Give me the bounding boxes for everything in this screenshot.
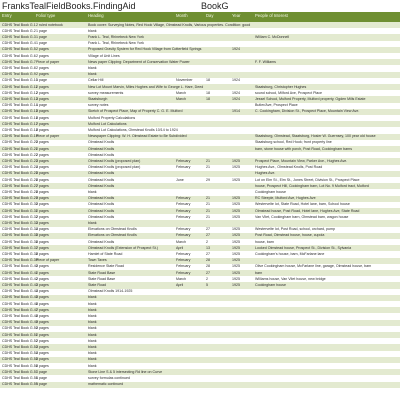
cell-heading: blank bbox=[88, 332, 97, 337]
cell-entry: CDHS Teal Book G.12 bbox=[2, 90, 38, 95]
cell-folio-type: 1 page bbox=[36, 41, 47, 46]
cell-people: Lot on Elm St., Elm St., Jones Street, Division St., Prospect Place bbox=[255, 177, 360, 182]
cell-entry: CDHS Teal Book G.16 bbox=[2, 115, 38, 120]
cell-heading: blank bbox=[88, 313, 97, 318]
cell-folio-type: 2 pages bbox=[36, 146, 49, 151]
cell-entry: CDHS Teal Book G.18 bbox=[2, 127, 38, 132]
cell-month: February bbox=[176, 158, 191, 163]
cell-heading: Olmstead Knolls bbox=[88, 202, 115, 207]
cell-heading: Olmstead Knolls 1914-1925 bbox=[88, 289, 133, 294]
cell-folio-type: 1 page bbox=[36, 375, 47, 380]
cell-heading: blank bbox=[88, 220, 97, 225]
cell-folio-type: 2 pages bbox=[36, 320, 49, 325]
cell-day: 21 bbox=[206, 202, 210, 207]
cell-folio-type: 2 pages bbox=[36, 227, 49, 232]
cell-folio-type: 2 pages bbox=[36, 177, 49, 182]
finding-aid-table bbox=[0, 12, 400, 400]
cell-day: 18 bbox=[206, 90, 210, 95]
cell-folio-type: 1 page bbox=[36, 103, 47, 108]
cell-folio-type: 2 pages bbox=[36, 47, 49, 52]
header-entry: Entry bbox=[2, 13, 12, 18]
cell-people: barn bbox=[255, 270, 263, 275]
cell-month: June bbox=[176, 177, 184, 182]
cell-entry: CDHS Teal Book G.29 bbox=[2, 196, 38, 201]
cell-folio-type: 2 pages bbox=[36, 332, 49, 337]
cell-people: house, Prospect Hill, Cookingham barn, Lot No. 9 Mulford tract, Mulford bbox=[255, 183, 369, 188]
cell-month: February bbox=[176, 227, 191, 232]
cell-month: February bbox=[176, 264, 191, 269]
cell-heading: Elevations on Olmstead Knolls bbox=[88, 227, 137, 232]
cell-folio-type: 2 pages bbox=[36, 282, 49, 287]
cell-heading: blank bbox=[88, 307, 97, 312]
cell-day: 21 bbox=[206, 158, 210, 163]
cell-people: Jessel School, Mulford Property, Mulford property, Ogden Mills Estate bbox=[255, 96, 366, 101]
header-year: Year bbox=[232, 13, 241, 18]
cell-year: 1925 bbox=[232, 158, 240, 163]
cell-year: 1924 bbox=[232, 47, 240, 52]
cell-heading: Mulford Lot Calculations, Olmstead Knolls 10/14 to 1924 bbox=[88, 127, 178, 132]
cell-heading: Town Taxes bbox=[88, 258, 107, 263]
cell-folio-type: 2 pages bbox=[36, 196, 49, 201]
cell-year: 1925 bbox=[232, 258, 240, 263]
cell-folio-type: 2 pages bbox=[36, 158, 49, 163]
cell-people: sound school, Milford Ave, Prospect Place bbox=[255, 90, 323, 95]
header-people: People of Interest bbox=[255, 13, 288, 18]
cell-entry: CDHS Teal Book G.1 bbox=[2, 22, 36, 27]
cell-people: Williams house, Van Vliet house, new bridge bbox=[255, 276, 326, 281]
cell-people: C. Cookingham, Division St., Prospect Place, Mountain View Ave. bbox=[255, 109, 360, 114]
document-title: FranksTealFieldBooks.FindingAid bbox=[2, 1, 136, 11]
cell-people: Westervelte lot, Post Road, school, orchard, pump bbox=[255, 227, 336, 232]
cell-entry: CDHS Teal Book G.20 bbox=[2, 140, 38, 145]
cell-heading: blank bbox=[88, 320, 97, 325]
cell-people: Looked Olmstead house, Prospect St., Division St., Sylvania bbox=[255, 245, 352, 250]
cell-entry: CDHS Teal Book G.9 bbox=[2, 72, 36, 77]
cell-entry: CDHS Teal Book G.44 bbox=[2, 289, 38, 294]
cell-entry: CDHS Teal Book G.19 bbox=[2, 134, 38, 139]
header-folio-type: Folio/ type bbox=[36, 13, 56, 18]
cell-people: Olmstead house, Post Road, Hotel lane, Hughes Ave, State Road bbox=[255, 208, 360, 213]
cell-people: Staatsburg, Olmstead, Staatsburg, Hosier W. Guernsey, 100 year old house bbox=[255, 134, 376, 139]
cell-year: 1925 bbox=[232, 264, 240, 269]
cell-folio-type: 2 pages bbox=[36, 121, 49, 126]
cell-year: 1924 bbox=[232, 78, 240, 83]
cell-folio-type: 2 pages bbox=[36, 189, 49, 194]
cell-heading: blank bbox=[88, 65, 97, 70]
cell-entry: CDHS Teal Book G.3 bbox=[2, 34, 36, 39]
cell-entry: CDHS Teal Book G.15 bbox=[2, 109, 38, 114]
cell-entry: CDHS Teal Book G.8 bbox=[2, 65, 36, 70]
cell-people: Staatsburg school, Red Hook; front property line bbox=[255, 140, 332, 145]
table-row bbox=[0, 382, 400, 388]
cell-entry: CDHS Teal Book G.49 bbox=[2, 320, 38, 325]
cell-month: February bbox=[176, 233, 191, 238]
cell-entry: CDHS Teal Book G.14 bbox=[2, 103, 38, 108]
cell-folio-type: 2 pages bbox=[36, 301, 49, 306]
cell-heading: mathematic continued bbox=[88, 382, 124, 387]
cell-entry: CDHS Teal Book G.36 bbox=[2, 239, 38, 244]
cell-heading: blank bbox=[88, 338, 97, 343]
cell-folio-type: 1 page bbox=[36, 28, 47, 33]
cell-entry: CDHS Teal Book G.39 bbox=[2, 258, 38, 263]
cell-year: 1925 bbox=[232, 208, 240, 213]
cell-folio-type: 2 pages bbox=[36, 65, 49, 70]
cell-heading: Mulford Lot Calculations bbox=[88, 121, 127, 126]
cell-month: March bbox=[176, 276, 186, 281]
cell-day: 21 bbox=[206, 196, 210, 201]
cell-heading: Cellar Hill bbox=[88, 78, 104, 83]
cell-heading: Olmstead Knolls bbox=[88, 214, 115, 219]
cell-folio-type: 2 pages bbox=[36, 245, 49, 250]
cell-folio-type: Piece of paper bbox=[36, 59, 60, 64]
cell-folio-type: Piece of paper bbox=[36, 258, 60, 263]
cell-folio-type: 2 pages bbox=[36, 344, 49, 349]
cell-heading: New Lot Mount Marvin, Miles Hughes and Wife to George L. Hare, Deed bbox=[88, 84, 204, 89]
cell-day: 21 bbox=[206, 165, 210, 170]
cell-year: 1925 bbox=[232, 282, 240, 287]
cell-year: 1925 bbox=[232, 233, 240, 238]
cell-month: February bbox=[176, 214, 191, 219]
cell-people: barn, stone house with porch, Post Road, Cookingham barns bbox=[255, 146, 353, 151]
cell-folio-type: 2 pages bbox=[36, 152, 49, 157]
cell-folio-type: Piece of paper bbox=[36, 134, 60, 139]
cell-heading: State Road Base bbox=[88, 270, 116, 275]
cell-heading: Book cover: Surveying Notes, Red Hook Village, Olmstead Knolls, Various properties. Condition: good bbox=[88, 22, 251, 27]
cell-entry: CDHS Teal Book G.55 bbox=[2, 357, 38, 362]
cell-entry: CDHS Teal Book G.6 bbox=[2, 53, 36, 58]
cell-month: April bbox=[176, 245, 184, 250]
cell-heading: survey formulas continued bbox=[88, 375, 130, 380]
cell-heading: State Road Base bbox=[88, 276, 116, 281]
cell-day: 21 bbox=[206, 208, 210, 213]
cell-entry: CDHS Teal Book G.5 bbox=[2, 47, 36, 52]
cell-entry: CDHS Teal Book G.26 bbox=[2, 177, 38, 182]
cell-entry: CDHS Teal Book G.21 bbox=[2, 146, 38, 151]
cell-day: 28 bbox=[206, 264, 210, 269]
cell-day: 27 bbox=[206, 233, 210, 238]
cell-heading: blank bbox=[88, 344, 97, 349]
cell-folio-type: 2 pages bbox=[36, 326, 49, 331]
cell-month: November bbox=[176, 78, 193, 83]
cell-day: 21 bbox=[206, 214, 210, 219]
cell-year: 1925 bbox=[232, 276, 240, 281]
cell-folio-type: 2 pages bbox=[36, 276, 49, 281]
cell-heading: Olmstead Knolls bbox=[88, 171, 115, 176]
cell-heading: blank bbox=[88, 363, 97, 368]
cell-entry: CDHS Teal Book G.52 bbox=[2, 338, 38, 343]
cell-folio-type: 2 pages bbox=[36, 115, 49, 120]
header-heading: Heading bbox=[88, 13, 104, 18]
cell-entry: CDHS Teal Book G.54 bbox=[2, 351, 38, 356]
cell-heading: blank bbox=[88, 326, 97, 331]
cell-day: 27 bbox=[206, 227, 210, 232]
cell-entry: CDHS Teal Book G.43 bbox=[2, 282, 38, 287]
cell-folio-type: 2 pages bbox=[36, 313, 49, 318]
cell-folio-type: 2 pages bbox=[36, 264, 49, 269]
cell-folio-type: 2 pages bbox=[36, 214, 49, 219]
cell-folio-type: 2 pages bbox=[36, 171, 49, 176]
cell-day: 18 bbox=[206, 96, 210, 101]
cell-entry: CDHS Teal Book G.40 bbox=[2, 264, 38, 269]
cell-folio-type: 2 pages bbox=[36, 208, 49, 213]
cell-entry: CDHS Teal Book G.45 bbox=[2, 295, 38, 300]
cell-people: Westervelte lot, State Road, Hotel lane, barn, School house bbox=[255, 202, 350, 207]
cell-people: Butler/Ave, Prospect Place bbox=[255, 103, 298, 108]
cell-folio-type: 2 pages bbox=[36, 72, 49, 77]
cell-entry: CDHS Teal Book G.46 bbox=[2, 301, 38, 306]
cell-heading: Olmstead Knolls (proposed plan) bbox=[88, 165, 141, 170]
cell-entry: CDHS Teal Book G.25 bbox=[2, 171, 38, 176]
cell-heading: Olmstead Knolls bbox=[88, 239, 115, 244]
cell-heading: Hamlet of State Road bbox=[88, 251, 123, 256]
cell-day: 18 bbox=[206, 78, 210, 83]
cell-heading: Elevations on Olmstead Knolls bbox=[88, 233, 137, 238]
cell-folio-type: 2 pages bbox=[36, 140, 49, 145]
cell-folio-type: 2 pages bbox=[36, 351, 49, 356]
cell-year: 1925 bbox=[232, 251, 240, 256]
cell-folio-type: 2 pages bbox=[36, 357, 49, 362]
cell-heading: State Road bbox=[88, 282, 106, 287]
cell-heading: Olmstead Knolls (proposed plan) bbox=[88, 158, 141, 163]
cell-folio-type: 2 pages bbox=[36, 96, 49, 101]
cell-people: Hughes Ave., Olmstead Knolls, Post Road bbox=[255, 165, 323, 170]
cell-heading: Residence State Road bbox=[88, 264, 124, 269]
cell-heading: Olmstead Knolls bbox=[88, 140, 115, 145]
cell-day: 29 bbox=[206, 177, 210, 182]
cell-folio-type: 2 pages bbox=[36, 289, 49, 294]
cell-people: Cookingham house bbox=[255, 189, 286, 194]
cell-people: Cookingham's house, barn, McFarlane lane bbox=[255, 251, 325, 256]
cell-year: 1925 bbox=[232, 227, 240, 232]
cell-heading: blank bbox=[88, 28, 97, 33]
cell-folio-type: 2 pages bbox=[36, 270, 49, 275]
cell-folio-type: 2 pages bbox=[36, 165, 49, 170]
cell-entry: CDHS Teal Book G.28 bbox=[2, 189, 38, 194]
cell-entry: CDHS Teal Book G.17 bbox=[2, 121, 38, 126]
cell-entry: CDHS Teal Book G.33 bbox=[2, 220, 38, 225]
cell-folio-type: 2 pages bbox=[36, 233, 49, 238]
cell-entry: CDHS Teal Book G.24 bbox=[2, 165, 38, 170]
cell-heading: Olmstead Knolls bbox=[88, 152, 115, 157]
cell-year: 1925 bbox=[232, 239, 240, 244]
cell-entry: CDHS Teal Book G.41 bbox=[2, 270, 38, 275]
cell-heading: Village of Unit Lines bbox=[88, 53, 120, 58]
cell-people: Olive Cookingham house, McFarlane line, garage, Olmstead house, barn bbox=[255, 264, 372, 269]
cell-day: 2 bbox=[206, 276, 208, 281]
cell-year: 1925 bbox=[232, 270, 240, 275]
cell-folio-type: 1 page bbox=[36, 34, 47, 39]
cell-entry: CDHS Teal Book G.57 bbox=[2, 369, 38, 374]
cell-entry: CDHS Teal Book G.7 bbox=[2, 59, 36, 64]
cell-folio-type: 2 pages bbox=[36, 90, 49, 95]
cell-heading: Staatsburgh bbox=[88, 96, 108, 101]
table-header-row bbox=[0, 12, 400, 22]
cell-folio-type: 2 pages bbox=[36, 295, 49, 300]
cell-entry: CDHS Teal Book G.4 bbox=[2, 41, 36, 46]
cell-folio-type: 2 pages bbox=[36, 84, 49, 89]
cell-year: 1925 bbox=[232, 202, 240, 207]
cell-heading: Olmstead Knolls (Extension of Prospect St.) bbox=[88, 245, 158, 250]
cell-month: February bbox=[176, 270, 191, 275]
cell-folio-type: 2 pages bbox=[36, 183, 49, 188]
cell-heading: Olmstead Knolls bbox=[88, 183, 115, 188]
cell-day: 28 bbox=[206, 258, 210, 263]
cell-heading: Frank L. Teal, Rhinebeck New York bbox=[88, 41, 144, 46]
cell-people: Prospect Place, Mountain View, Parker Ave., Hughes Ave. bbox=[255, 158, 348, 163]
cell-heading: Olmstead Knolls bbox=[88, 208, 115, 213]
cell-entry: CDHS Teal Book G.58 bbox=[2, 375, 38, 380]
cell-folio-type: 2 ruled notebook bbox=[36, 22, 63, 27]
book-label: BookG bbox=[201, 1, 229, 11]
cell-heading: News paper Clipping: Department of Conservation Water Power bbox=[88, 59, 190, 64]
cell-heading: blank bbox=[88, 357, 97, 362]
cell-month: February bbox=[176, 165, 191, 170]
cell-entry: CDHS Teal Book G.47 bbox=[2, 307, 38, 312]
cell-folio-type: 2 pages bbox=[36, 127, 49, 132]
title-bar bbox=[0, 0, 400, 12]
cell-entry: CDHS Teal Book G.13 bbox=[2, 96, 38, 101]
cell-folio-type: 2 pages bbox=[36, 220, 49, 225]
cell-folio-type: 2 pages bbox=[36, 251, 49, 256]
cell-heading: Frank L. Teal, Rhinebeck New York bbox=[88, 34, 144, 39]
cell-heading: Olmstead Knolls bbox=[88, 146, 115, 151]
cell-heading: Proposed Gravity System for Red Hook Village from Cotterfield Springs bbox=[88, 47, 202, 52]
cell-entry: CDHS Teal Book G.32 bbox=[2, 214, 38, 219]
cell-entry: CDHS Teal Book G.59 bbox=[2, 382, 38, 387]
cell-entry: CDHS Teal Book G.48 bbox=[2, 313, 38, 318]
cell-people: Post Road, Olmstead house, house, cupola bbox=[255, 233, 325, 238]
cell-heading: Mulford Property Calculations bbox=[88, 115, 136, 120]
cell-entry: CDHS Teal Book G.35 bbox=[2, 233, 38, 238]
cell-heading: Olmstead Knolls bbox=[88, 177, 115, 182]
cell-entry: CDHS Teal Book G.56 bbox=[2, 363, 38, 368]
cell-year: 1925 bbox=[232, 196, 240, 201]
cell-month: February bbox=[176, 251, 191, 256]
cell-month: February bbox=[176, 202, 191, 207]
cell-people: Hughes Ave. bbox=[255, 171, 276, 176]
cell-folio-type: 2 pages bbox=[36, 202, 49, 207]
header-month: Month bbox=[176, 13, 188, 18]
cell-month: March bbox=[176, 90, 186, 95]
cell-entry: CDHS Teal Book G.50 bbox=[2, 326, 38, 331]
cell-entry: CDHS Teal Book G.27 bbox=[2, 183, 38, 188]
cell-month: February bbox=[176, 196, 191, 201]
cell-people: house, barn bbox=[255, 239, 274, 244]
cell-month: April bbox=[176, 282, 184, 287]
cell-people: RC Steeple, Mulford Ave, Hughes Ave bbox=[255, 196, 316, 201]
cell-entry: CDHS Teal Book G.34 bbox=[2, 227, 38, 232]
cell-entry: CDHS Teal Book G.42 bbox=[2, 276, 38, 281]
cell-entry: CDHS Teal Book G.10 bbox=[2, 78, 38, 83]
cell-heading: blank bbox=[88, 301, 97, 306]
cell-heading: Olmstead Knolls bbox=[88, 196, 115, 201]
cell-year: 1925 bbox=[232, 177, 240, 182]
cell-entry: CDHS Teal Book G.22 bbox=[2, 152, 38, 157]
cell-folio-type: 2 pages bbox=[36, 53, 49, 58]
cell-year: 1914 bbox=[232, 109, 240, 114]
cell-people: F. F. Williams bbox=[255, 59, 276, 64]
cell-month: March bbox=[176, 239, 186, 244]
cell-folio-type: 1 page bbox=[36, 369, 47, 374]
cell-year: 1924 bbox=[232, 96, 240, 101]
cell-entry: CDHS Teal Book G.53 bbox=[2, 344, 38, 349]
cell-month: March bbox=[176, 96, 186, 101]
cell-entry: CDHS Teal Book G.51 bbox=[2, 332, 38, 337]
cell-heading: Stone Line S & 5 intersecting Rd line on Curve bbox=[88, 369, 163, 374]
cell-entry: CDHS Teal Book G.2 bbox=[2, 28, 36, 33]
cell-folio-type: 2 pages bbox=[36, 338, 49, 343]
cell-year: 1925 bbox=[232, 245, 240, 250]
cell-month: February bbox=[176, 208, 191, 213]
cell-day: 13 bbox=[206, 245, 210, 250]
cell-heading: survey notes bbox=[88, 103, 109, 108]
cell-entry: CDHS Teal Book G.30 bbox=[2, 202, 38, 207]
cell-entry: CDHS Teal Book G.38 bbox=[2, 251, 38, 256]
cell-folio-type: 2 pages bbox=[36, 239, 49, 244]
cell-day: 27 bbox=[206, 251, 210, 256]
cell-heading: Sketch of Prospect Place, Map of Property C. G. E. Mulford bbox=[88, 109, 183, 114]
cell-people: Van Vliet, Cookingham barn, Olmstead barn, wagon house bbox=[255, 214, 349, 219]
cell-people: Staatsburg, Christopher Hughes bbox=[255, 84, 307, 89]
cell-entry: CDHS Teal Book G.11 bbox=[2, 84, 38, 89]
cell-entry: CDHS Teal Book G.37 bbox=[2, 245, 38, 250]
cell-heading: blank bbox=[88, 295, 97, 300]
cell-year: 1925 bbox=[232, 214, 240, 219]
header-day: Day bbox=[206, 13, 214, 18]
cell-folio-type: 2 pages bbox=[36, 363, 49, 368]
cell-day: 2 bbox=[206, 239, 208, 244]
cell-year: 1925 bbox=[232, 165, 240, 170]
cell-heading: survey measurements bbox=[88, 90, 124, 95]
cell-day: 5 bbox=[206, 282, 208, 287]
cell-folio-type: 2 pages bbox=[36, 109, 49, 114]
cell-people: Cookingham house bbox=[255, 282, 286, 287]
cell-folio-type: 1 page bbox=[36, 382, 47, 387]
cell-month: February bbox=[176, 258, 191, 263]
cell-day: 27 bbox=[206, 270, 210, 275]
cell-folio-type: 2 pages bbox=[36, 307, 49, 312]
cell-entry: CDHS Teal Book G.31 bbox=[2, 208, 38, 213]
cell-folio-type: 1 page bbox=[36, 78, 47, 83]
cell-year: 1924 bbox=[232, 90, 240, 95]
cell-heading: blank bbox=[88, 351, 97, 356]
cell-heading: blank bbox=[88, 72, 97, 77]
cell-entry: CDHS Teal Book G.23 bbox=[2, 158, 38, 163]
cell-heading: blank bbox=[88, 189, 97, 194]
cell-heading: Newspaper Clipping: W. H. Olmstead Estate to Be Subdivided bbox=[88, 134, 187, 139]
cell-people: William C. McDonnell bbox=[255, 34, 290, 39]
